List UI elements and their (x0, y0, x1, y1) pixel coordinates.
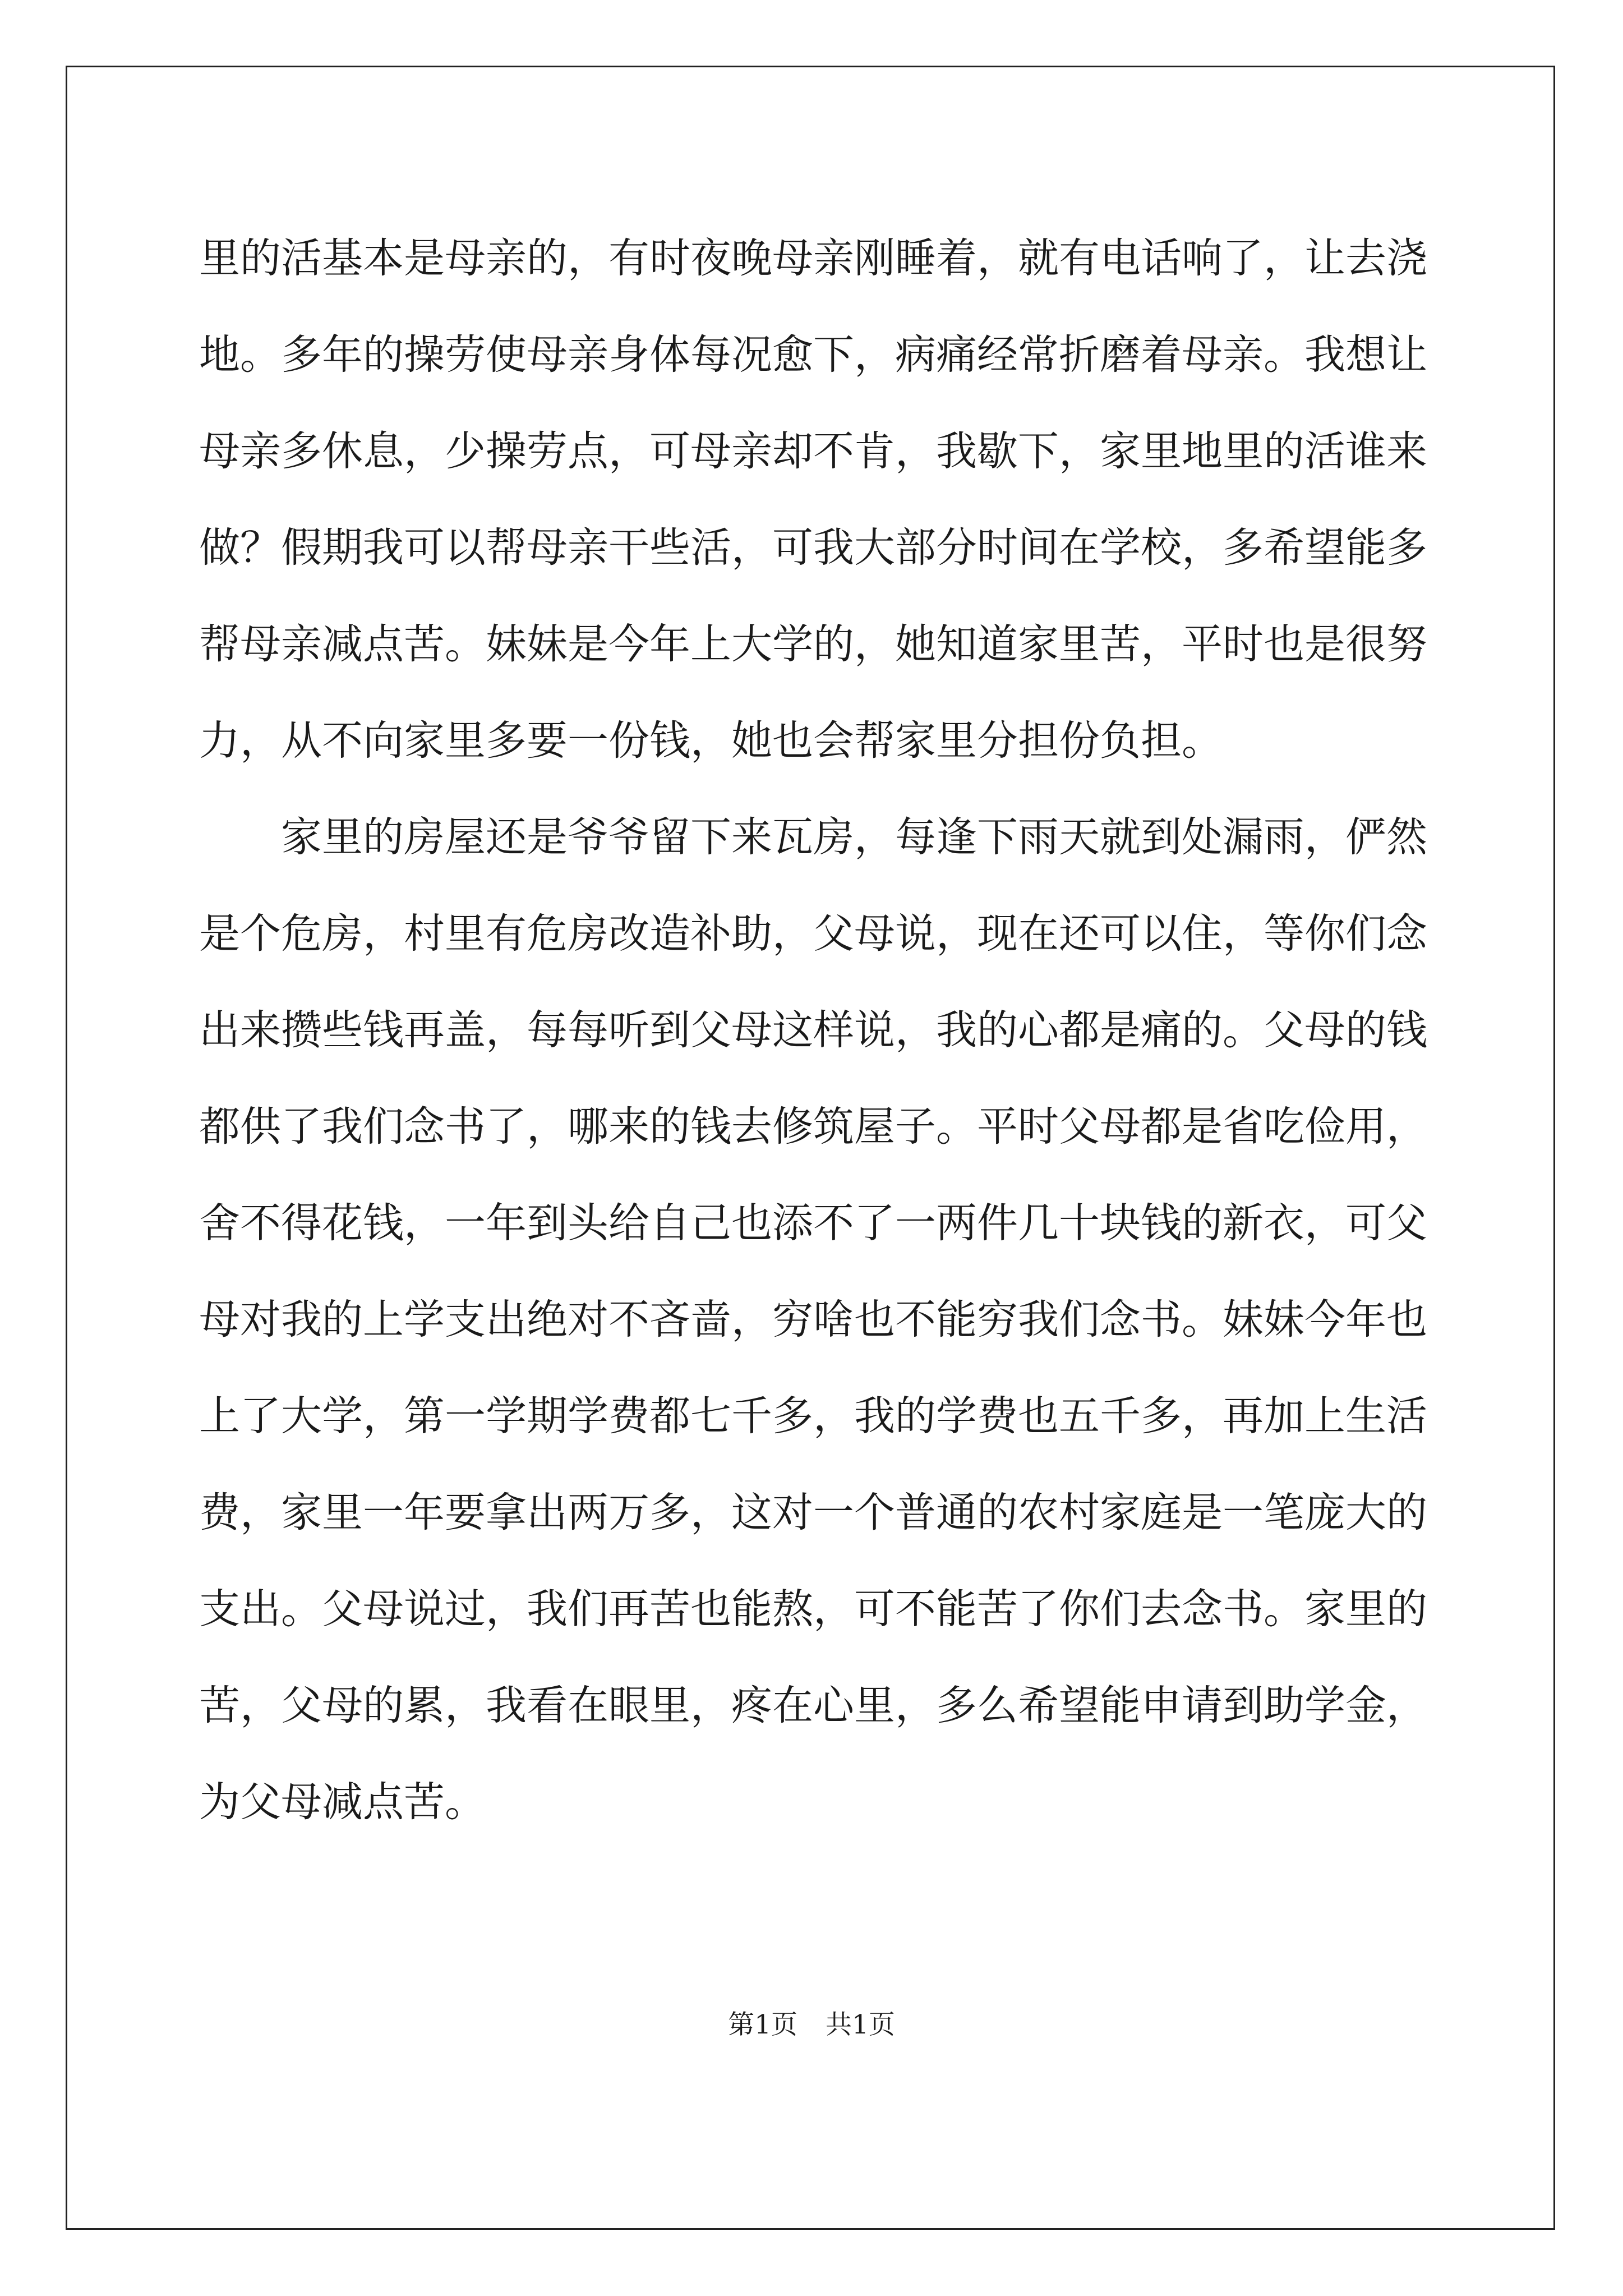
text-line: 支出。父母说过，我们再苦也能熬，可不能苦了你们去念书。家里的 (199, 1585, 1427, 1633)
text-line: 上了大学，第一学期学费都七千多，我的学费也五千多，再加上生活 (199, 1392, 1427, 1440)
text-line: 是个危房，村里有危房改造补助，父母说，现在还可以住，等你们念 (199, 910, 1427, 958)
page-total: 共1页 (826, 2009, 895, 2040)
text-line: 舍不得花钱，一年到头给自己也添不了一两件几十块钱的新衣，可父 (199, 1199, 1427, 1247)
text-line: 母对我的上学支出绝对不吝啬，穷啥也不能穷我们念书。妹妹今年也 (199, 1296, 1427, 1343)
page-number: 第1页 (728, 2009, 797, 2040)
text-line: 苦，父母的累，我看在眼里，疼在心里，多么希望能申请到助学金， (199, 1682, 1427, 1729)
text-line: 为父母减点苦。 (199, 1778, 486, 1826)
text-line: 做？假期我可以帮母亲干些活，可我大部分时间在学校，多希望能多 (199, 524, 1427, 572)
text-line: 费，家里一年要拿出两万多，这对一个普通的农村家庭是一笔庞大的 (199, 1489, 1427, 1536)
text-line: 里的活基本是母亲的，有时夜晚母亲刚睡着，就有电话响了，让去浇 (199, 234, 1427, 282)
text-line: 母亲多休息，少操劳点，可母亲却不肯，我歇下，家里地里的活谁来 (199, 427, 1427, 475)
paragraph (199, 210, 1427, 789)
text-line: 帮母亲减点苦。妹妹是今年上大学的，她知道家里苦，平时也是很努 (199, 620, 1427, 668)
page-footer (0, 2008, 1623, 2042)
text-line: 力，从不向家里多要一份钱，她也会帮家里分担份负担。 (199, 717, 1223, 765)
text-line: 地。多年的操劳使母亲身体每况愈下，病痛经常折磨着母亲。我想让 (199, 331, 1427, 379)
paragraph (199, 789, 1427, 1851)
text-line: 都供了我们念书了，哪来的钱去修筑屋子。平时父母都是省吃俭用， (199, 1103, 1427, 1151)
text-line: 家里的房屋还是爷爷留下来瓦房，每逢下雨天就到处漏雨，俨然 (281, 813, 1427, 861)
document-body (199, 210, 1427, 1851)
text-line: 出来攒些钱再盖，每每听到父母这样说，我的心都是痛的。父母的钱 (199, 1006, 1427, 1054)
